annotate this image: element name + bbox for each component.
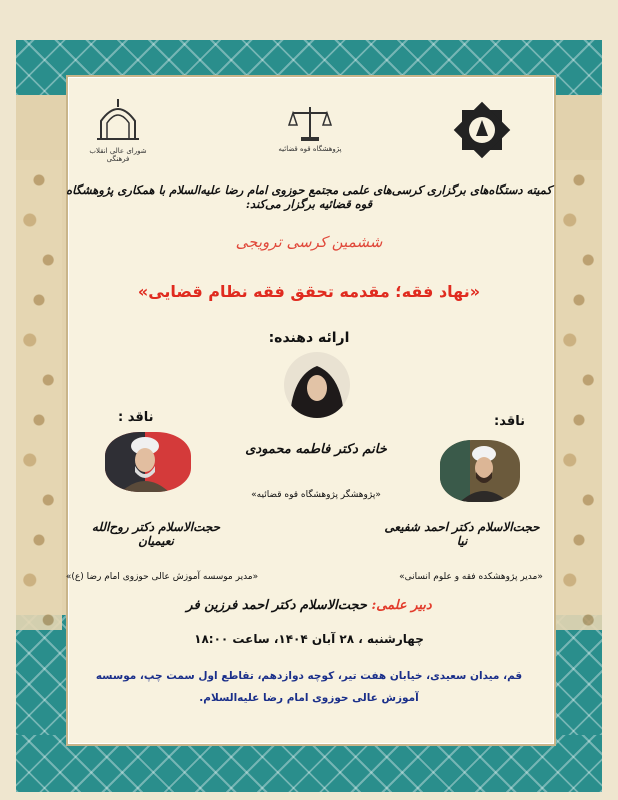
presenter-label: ارائه دهنده: — [268, 330, 350, 346]
event-datetime: چهارشنبه ، ۲۸ آبان ۱۴۰۴، ساعت ۱۸:۰۰ — [194, 632, 424, 646]
logo-right — [448, 100, 516, 160]
critic-left-role: «مدیر موسسه آموزش عالی حوزوی امام رضا (ع)» — [65, 572, 259, 582]
logo-center-caption: پژوهشگاه قوه قضائیه — [278, 145, 342, 153]
series-title: ششمین کرسی ترویجی — [235, 233, 383, 251]
secretary-label: دبیر علمی: — [371, 598, 432, 613]
intro-line: کمیته دستگاه‌های برگزاری کرسی‌های علمی مجتمع حوزوی امام رضا علیه‌السلام با همکاری پژوهشگاه قوه قضائیه برگزار می‌کند: — [66, 183, 552, 211]
scales-of-justice-icon — [285, 103, 335, 143]
dome-logo-icon — [93, 95, 143, 145]
critic-left-photo — [105, 432, 191, 492]
logo-left-caption: شورای عالی انقلاب فرهنگی — [89, 147, 147, 163]
critic-right-role: «مدیر پژوهشکده فقه و علوم انسانی» — [399, 572, 543, 582]
critic-left-name: حجت‌الاسلام دکتر روح‌الله نعیمیان — [91, 520, 221, 548]
presenter-name: خانم دکتر فاطمه محمودی — [245, 442, 387, 457]
critic-right-avatar-icon — [440, 440, 520, 502]
address-line-1: قم، میدان سعیدی، خیابان هفت تیر، کوچه دوازدهم، تقاطع اول سمت چپ، موسسه — [95, 670, 523, 682]
presenter-avatar-icon — [284, 352, 350, 418]
presenter-photo — [284, 352, 350, 418]
floral-border-right — [556, 160, 602, 630]
critic-right-label: ناقد: — [494, 414, 525, 429]
address — [66, 665, 552, 709]
critic-left-avatar-icon — [105, 432, 191, 492]
octagram-logo-icon — [452, 100, 512, 160]
main-title: «نهاد فقه؛ مقدمه تحقق فقه نظام قضایی» — [137, 282, 481, 301]
presenter-role: «پژوهشگر پژوهشگاه قوه قضائیه» — [251, 490, 381, 500]
secretary-name: حجت‌الاسلام دکتر احمد فرزین فر — [186, 598, 367, 613]
logo-left — [88, 95, 148, 163]
critic-right-name: حجت‌الاسلام دکتر احمد شفیعی نیا — [384, 520, 540, 548]
secretary-line — [66, 598, 552, 613]
floral-border-left — [16, 160, 62, 630]
critic-left-label: ناقد : — [118, 410, 154, 425]
critic-right-photo — [440, 440, 520, 502]
logo-center — [278, 103, 342, 153]
address-line-2: آموزش عالی حوزوی امام رضا علیه‌السلام. — [199, 692, 419, 704]
